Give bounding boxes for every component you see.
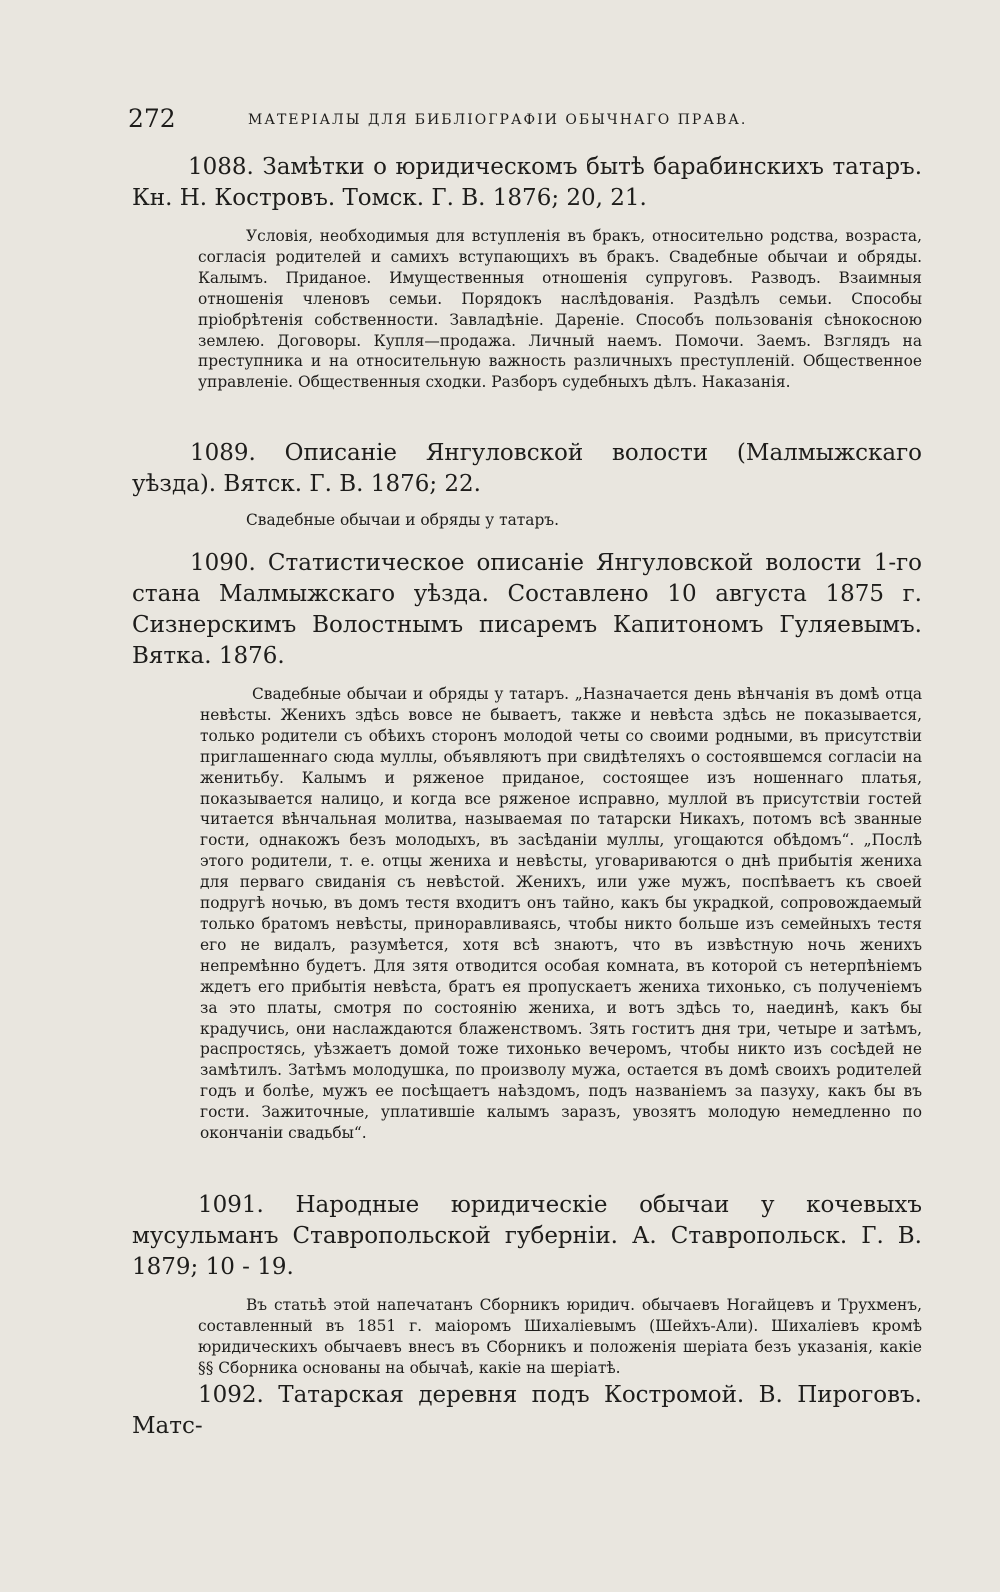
entry-1088 [132, 152, 922, 393]
entry-heading: 1090. Статистическое описаніе Янгуловской волости 1-го стана Малмыжскаго уѣзда. Составлено 10 августа 1875 г. Сизнерскимъ Волостнымъ писаремъ Капитономъ Гуляевымъ. Вятка. 1876. [132, 550, 922, 669]
entry-heading: 1088. Замѣтки о юридическомъ бытѣ барабинскихъ татаръ. Кн. Н. Костровъ. Томск. Г. В. 1876; 20, 21. [132, 154, 922, 211]
page-number: 272 [128, 104, 176, 133]
entry-heading: 1092. Татарская деревня подъ Костромой. В. Пироговъ. Матс- [132, 1382, 922, 1439]
entry-heading: 1089. Описаніе Янгуловской волости (Малмыжскаго уѣзда). Вятск. Г. В. 1876; 22. [132, 440, 922, 497]
entry-annotation: Условія, необходимыя для вступленія въ бракъ, относительно родства, возраста, согласія родителей и самихъ вступающихъ въ бракъ. Свадебные обычаи и обряды. Калымъ. Приданое. Имущественныя отношенія супруговъ. Разводъ. Взаимныя отношенія членовъ семьи. Порядокъ наслѣдованія. Раздѣлъ семьи. Способы пріобрѣтенія собственности. Завладѣніе. Дареніе. Способъ пользованія сѣнокосною землею. Договоры. Купля—продажа. Личный наемъ. Помочи. Заемъ. Взглядъ на преступника и на относительную важность различныхъ преступленій. Общественное управленіе. Общественныя сходки. Разборъ судебныхъ дѣлъ. Наказанія. [198, 227, 922, 392]
entry-heading: 1091. Народные юридическіе обычаи у кочевыхъ мусульманъ Ставропольской губерніи. А. Ставропольск. Г. В. 1879; 10 - 19. [132, 1192, 922, 1280]
entry-1092 [132, 1380, 922, 1442]
entry-annotation: Свадебные обычаи и обряды у татаръ. [246, 511, 559, 529]
page-header [128, 104, 898, 144]
entry-1091 [132, 1190, 922, 1379]
entry-1090 [132, 548, 922, 1144]
entry-annotation: Въ статьѣ этой напечатанъ Сборникъ юридич. обычаевъ Ногайцевъ и Трухменъ, составленный въ 1851 г. маіоромъ Шихаліевымъ (Шейхъ-Али). Шихаліевъ кромѣ юридическихъ обычаевъ внесъ въ Сборникъ и положенія шеріата безъ указанія, какіе §§ Сборника основаны на обычаѣ, какіе на шеріатѣ. [198, 1296, 922, 1377]
entry-annotation: Свадебные обычаи и обряды у татаръ. „Назначается день вѣнчанія въ домѣ отца невѣсты. Женихъ здѣсь вовсе не бываетъ, также и невѣста здѣсь не показывается, только родители съ обѣихъ сторонъ молодой четы со своими родными, въ присутствіи приглашеннаго сюда муллы, объявляютъ при свидѣтеляхъ о состоявшемся согласіи на женитьбу. Калымъ и ряженое приданое, состоящее изъ ношеннаго платья, показывается налицо, и когда все ряженое исправно, муллой въ присутствіи гостей читается вѣнчальная молитва, называемая по татарски Никахъ, потомъ всѣ званные гости, однакожъ безъ молодыхъ, въ засѣданіи муллы, угощаются обѣдомъ“. „Послѣ этого родители, т. е. отцы жениха и невѣсты, уговариваются о днѣ прибытія жениха для перваго свиданія съ невѣстой. Женихъ, или уже мужъ, поспѣваетъ къ своей подругѣ ночью, въ домъ тестя входитъ онъ тайно, какъ бы украдкой, сопровождаемый только братомъ невѣсты, приноравливаясь, чтобы никто больше изъ семейныхъ тестя его не видалъ, разумѣется, хотя всѣ знаютъ, что въ извѣстную ночь женихъ непремѣнно будетъ. Для зятя отводится особая комната, въ которой съ нетерпѣніемъ ждетъ его прибытія невѣста, братъ ея пропускаетъ жениха тихонько, съ полученіемъ за это платы, смотря по состоянію жениха, и вотъ здѣсь то, наединѣ, какъ бы крадучись, они наслаждаются блаженствомъ. Зять гоститъ дня три, четыре и затѣмъ, распростясь, уѣзжаетъ домой тоже тихонько вечеромъ, чтобы никто изъ сосѣдей не замѣтилъ. Затѣмъ молодушка, по произволу мужа, остается въ домѣ своихъ родителей годъ и болѣе, мужъ ее посѣщаетъ наѣздомъ, подъ названіемъ за пазуху, какъ бы въ гости. Зажиточные, уплатившіе калымъ заразъ, увозятъ молодую немедленно по окончаніи свадьбы“. [200, 685, 922, 1143]
entry-1089 [132, 438, 922, 531]
running-title: МАТЕРІАЛЫ ДЛЯ БИБЛІОГРАФІИ ОБЫЧНАГО ПРАВА. [248, 112, 748, 128]
